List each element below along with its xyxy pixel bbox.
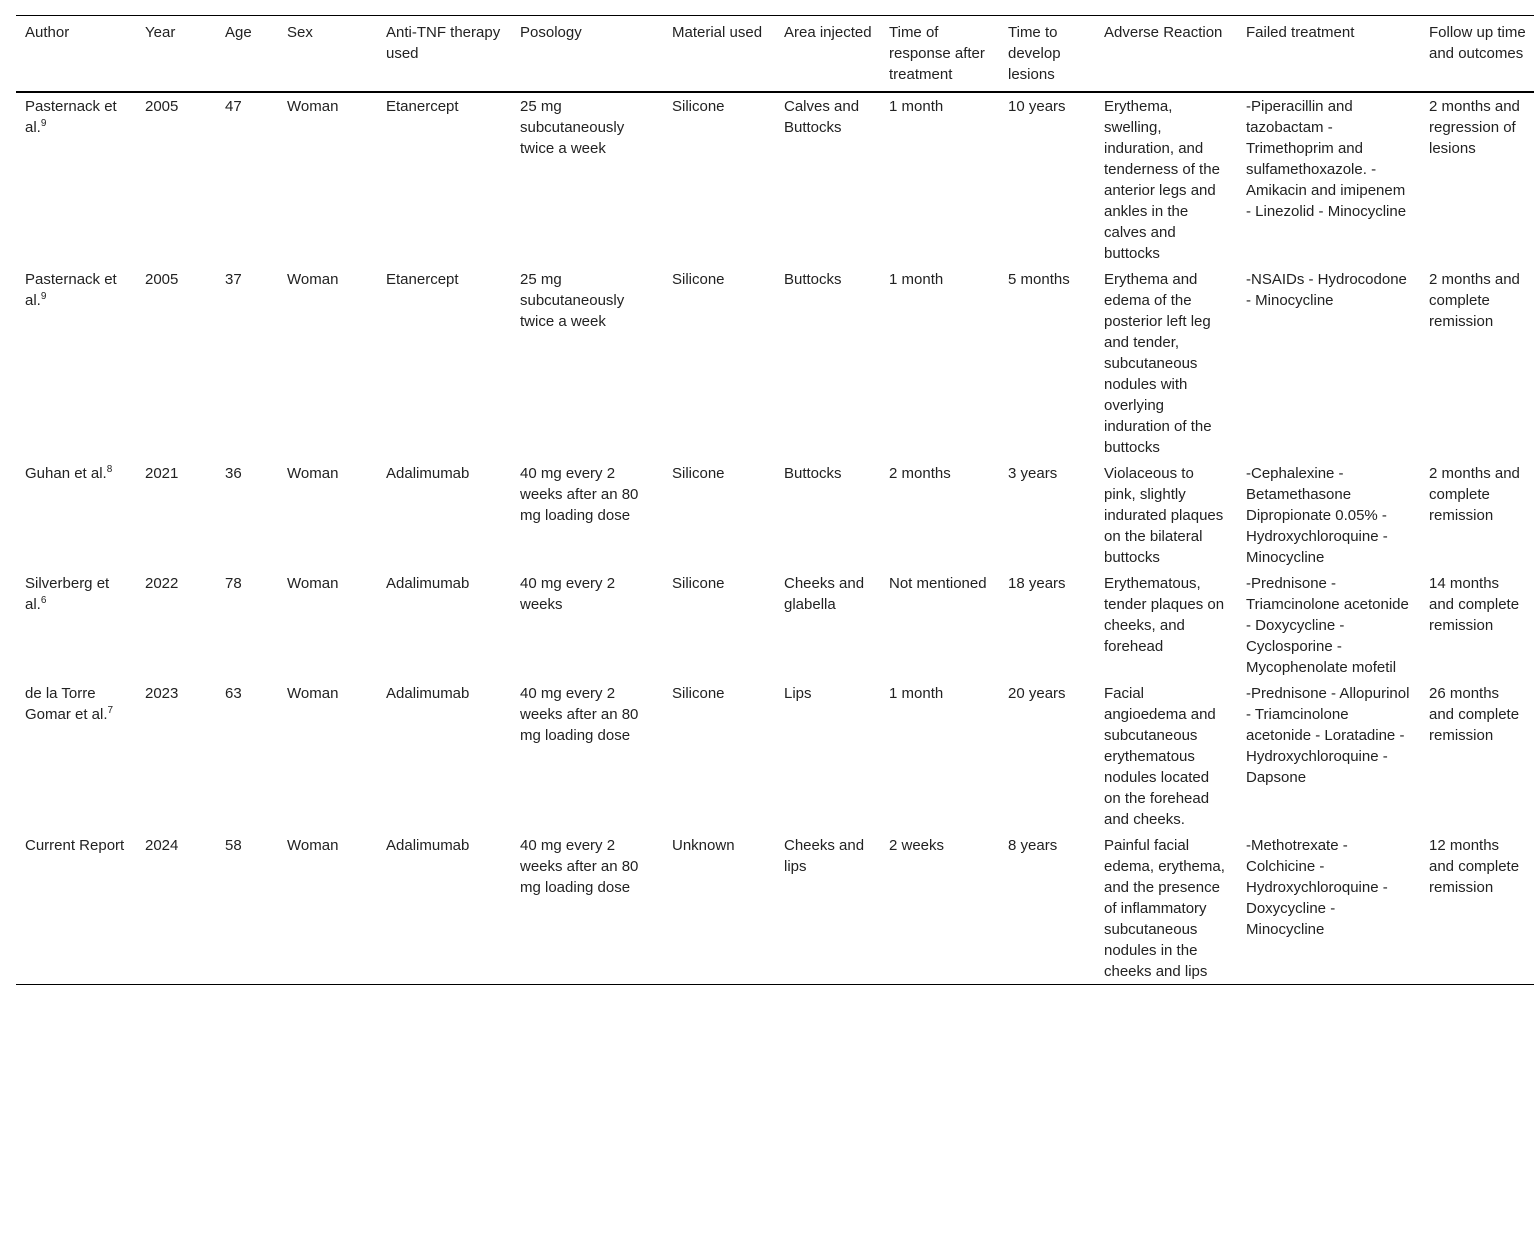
cell-therapy: Adalimumab (386, 575, 470, 592)
header-therapy: Anti-TNF therapy used (386, 24, 501, 62)
reference-link[interactable]: 6 (40, 595, 47, 606)
cell-year: 2005 (145, 271, 179, 288)
header-author: Author (25, 24, 70, 41)
cell-therapy: Adalimumab (386, 837, 470, 854)
cell-sex: Woman (287, 575, 339, 592)
reference-link[interactable]: 8 (106, 464, 113, 475)
cell-area: Buttocks (784, 271, 842, 288)
cell-age: 36 (225, 465, 242, 482)
cell-failed: -NSAIDs - Hydrocodone - Minocycline (1246, 271, 1407, 309)
cell-year: 2005 (145, 98, 179, 115)
author-name: Pasternack et al. (25, 98, 117, 136)
cell-failed: -Prednisone - Allopurinol - Triamcinolone acetonide - Loratadine - Hydroxychloroquine -Dapsone (1246, 685, 1410, 786)
header-year: Year (145, 24, 176, 41)
table-body (16, 92, 1534, 985)
cell-develop: 3 years (1008, 465, 1058, 482)
cell-adverse: Painful facial edema, erythema, and the presence of inflammatory subcutaneous nodules in the cheeks and lips (1104, 837, 1225, 980)
table-row (16, 570, 1534, 680)
cell-area: Cheeks and lips (784, 837, 865, 875)
header-develop: Time to develop lesions (1008, 24, 1061, 83)
cell-sex: Woman (287, 271, 339, 288)
cell-develop: 8 years (1008, 837, 1058, 854)
cell-material: Silicone (672, 271, 725, 288)
cell-area: Buttocks (784, 465, 842, 482)
cell-adverse: Erythema and edema of the posterior left leg and tender, subcutaneous nodules with overlying induration of the buttocks (1104, 271, 1212, 456)
cell-failed: -Cephalexine - Betamethasone Dipropionate 0.05% - Hydroxychloroquine -Minocycline (1246, 465, 1388, 566)
cell-response: 2 months (889, 465, 951, 482)
header-adverse: Adverse Reaction (1104, 24, 1223, 41)
cell-year: 2022 (145, 575, 179, 592)
cell-age: 58 (225, 837, 242, 854)
header-age: Age (225, 24, 252, 41)
cell-material: Unknown (672, 837, 735, 854)
cell-author (16, 570, 136, 680)
table-row (16, 680, 1534, 832)
cell-area: Lips (784, 685, 812, 702)
cell-sex: Woman (287, 98, 339, 115)
cell-age: 63 (225, 685, 242, 702)
header-material: Material used (672, 24, 763, 41)
cell-author (16, 832, 136, 985)
author-name: de la Torre Gomar et al. (25, 685, 108, 723)
header-posology: Posology (520, 24, 582, 41)
cell-posology: 40 mg every 2 weeks after an 80 mg loading dose (520, 465, 639, 524)
table-row (16, 266, 1534, 460)
cell-author (16, 266, 136, 460)
cell-age: 47 (225, 98, 242, 115)
header-sex: Sex (287, 24, 313, 41)
cell-response: 1 month (889, 685, 944, 702)
table-row (16, 92, 1534, 266)
cell-followup: 2 months and complete remission (1429, 465, 1520, 524)
cell-adverse: Facial angioedema and subcutaneous erythematous nodules located on the forehead and cheeks. (1104, 685, 1216, 828)
cell-area: Calves and Buttocks (784, 98, 860, 136)
reference-link[interactable]: 7 (107, 705, 114, 716)
header-area: Area injected (784, 24, 872, 41)
case-table-container (16, 15, 1534, 985)
cell-develop: 10 years (1008, 98, 1066, 115)
cell-posology: 40 mg every 2 weeks (520, 575, 616, 613)
table-header (16, 16, 1534, 93)
author-name: Current Report (25, 837, 125, 854)
cell-material: Silicone (672, 465, 725, 482)
cell-year: 2024 (145, 837, 179, 854)
cell-followup: 14 months and complete remission (1429, 575, 1520, 634)
reference-link[interactable]: 9 (40, 291, 47, 302)
cell-failed: -Piperacillin and tazobactam - Trimethoprim and sulfamethoxazole. - Amikacin and imipenem - Linezolid - Minocycline (1246, 98, 1407, 220)
cell-response: 1 month (889, 271, 944, 288)
cell-followup: 26 months and complete remission (1429, 685, 1520, 744)
cell-area: Cheeks and glabella (784, 575, 865, 613)
header-failed: Failed treatment (1246, 24, 1355, 41)
cell-posology: 40 mg every 2 weeks after an 80 mg loading dose (520, 837, 639, 896)
cell-therapy: Etanercept (386, 98, 459, 115)
cell-posology: 25 mg subcutaneously twice a week (520, 98, 625, 157)
cell-adverse: Erythema, swelling, induration, and tenderness of the anterior legs and ankles in the calves and buttocks (1104, 98, 1220, 262)
cell-followup: 2 months and complete remission (1429, 271, 1520, 330)
cell-year: 2023 (145, 685, 179, 702)
cell-develop: 20 years (1008, 685, 1066, 702)
cell-year: 2021 (145, 465, 179, 482)
cell-author (16, 92, 136, 266)
cell-response: 1 month (889, 98, 944, 115)
author-name: Guhan et al. (25, 465, 107, 482)
cell-response: 2 weeks (889, 837, 945, 854)
cell-develop: 5 months (1008, 271, 1070, 288)
header-followup: Follow up time and outcomes (1429, 24, 1526, 62)
reference-link[interactable]: 9 (40, 118, 47, 129)
cell-sex: Woman (287, 837, 339, 854)
cell-posology: 25 mg subcutaneously twice a week (520, 271, 625, 330)
cell-failed: -Prednisone - Triamcinolone acetonide - Doxycycline - Cyclosporine - Mycophenolate mofetil (1246, 575, 1409, 676)
cell-followup: 2 months and regression of lesions (1429, 98, 1520, 157)
cell-material: Silicone (672, 575, 725, 592)
cell-age: 78 (225, 575, 242, 592)
cell-therapy: Adalimumab (386, 465, 470, 482)
table-row (16, 460, 1534, 570)
cell-material: Silicone (672, 98, 725, 115)
cell-posology: 40 mg every 2 weeks after an 80 mg loading dose (520, 685, 639, 744)
cell-material: Silicone (672, 685, 725, 702)
cell-author (16, 460, 136, 570)
cell-failed: -Methotrexate - Colchicine - Hydroxychloroquine -Doxycycline - Minocycline (1246, 837, 1388, 938)
header-response: Time of response after treatment (889, 24, 985, 83)
author-name: Silverberg et al. (25, 575, 110, 613)
cell-develop: 18 years (1008, 575, 1066, 592)
cell-sex: Woman (287, 685, 339, 702)
cell-therapy: Adalimumab (386, 685, 470, 702)
cell-response: Not mentioned (889, 575, 987, 592)
cell-therapy: Etanercept (386, 271, 459, 288)
cell-followup: 12 months and complete remission (1429, 837, 1520, 896)
cell-adverse: Violaceous to pink, slightly indurated plaques on the bilateral buttocks (1104, 465, 1224, 566)
author-name: Pasternack et al. (25, 271, 117, 309)
cell-age: 37 (225, 271, 242, 288)
header-row (16, 16, 1534, 93)
cell-sex: Woman (287, 465, 339, 482)
cell-author (16, 680, 136, 832)
table-row (16, 832, 1534, 985)
cell-adverse: Erythematous, tender plaques on cheeks, and forehead (1104, 575, 1225, 655)
case-table (16, 15, 1534, 985)
